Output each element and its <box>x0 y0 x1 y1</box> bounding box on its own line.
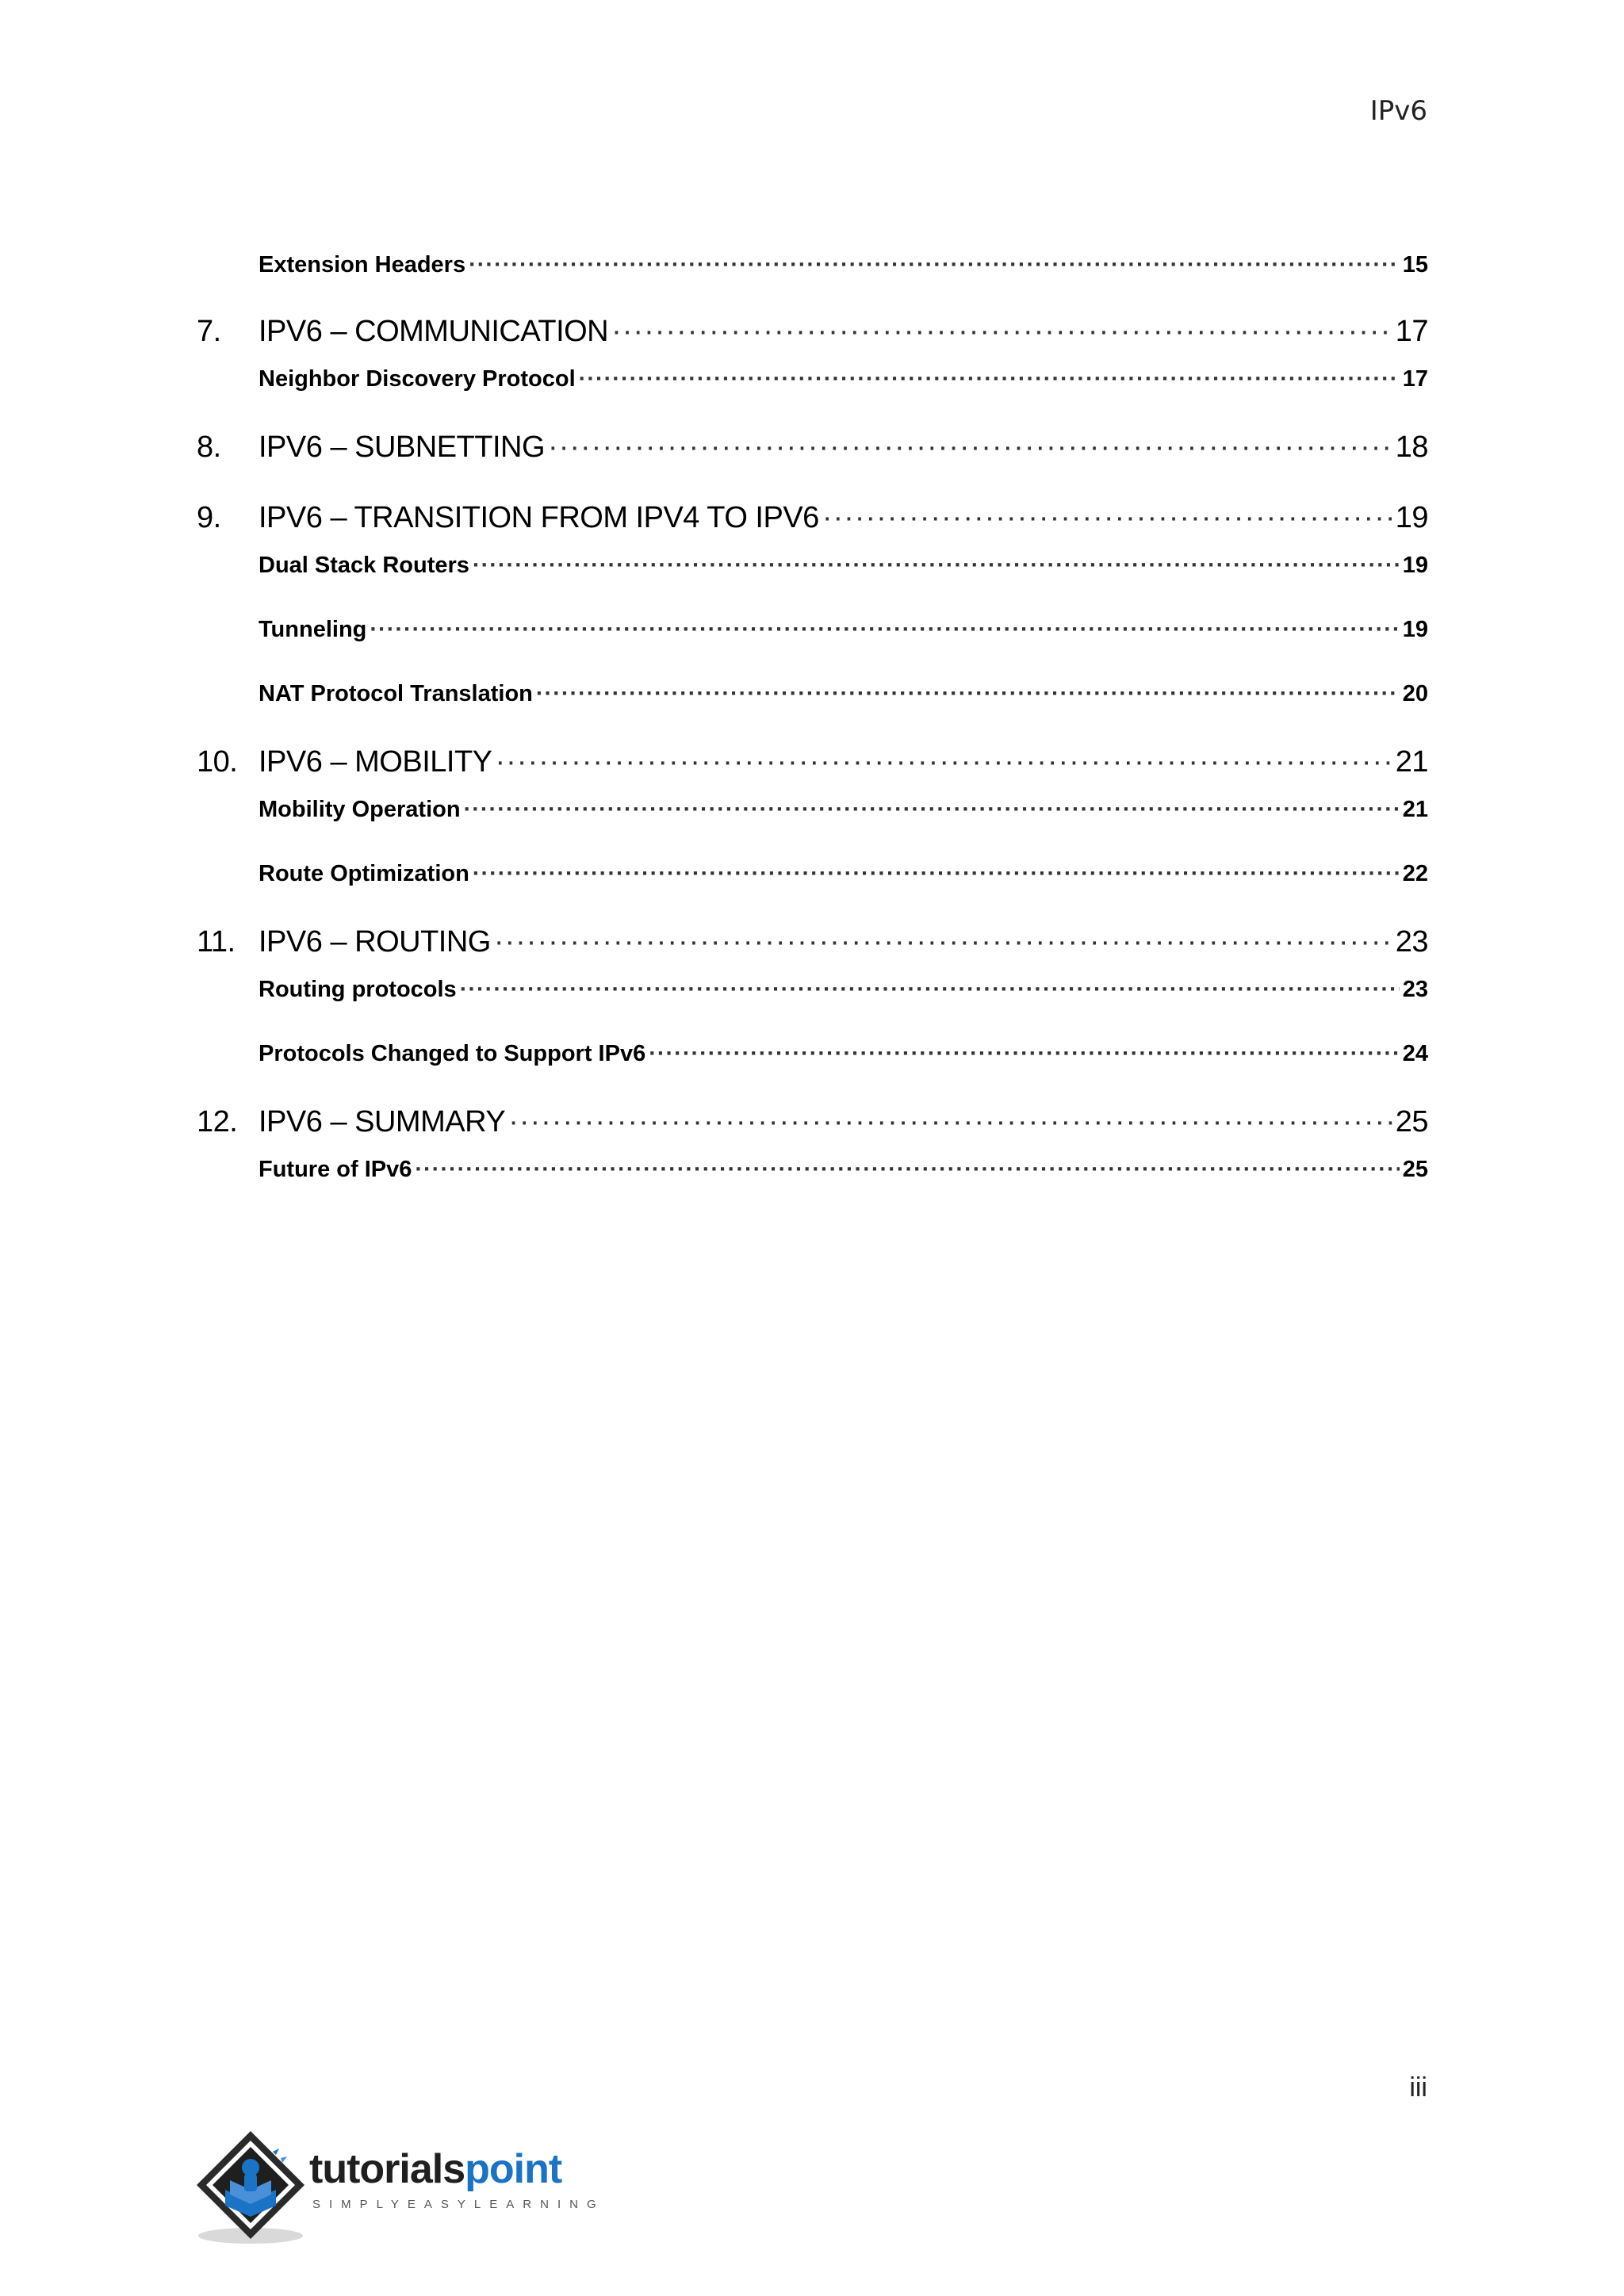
toc-entry-label: Route Optimization <box>259 861 469 886</box>
page-number: iii <box>1409 2072 1427 2103</box>
dot-leader <box>494 925 1392 959</box>
toc-entry-page: 21 <box>1402 797 1428 822</box>
dot-leader <box>464 797 1400 823</box>
dot-leader <box>370 617 1399 643</box>
toc-entry-page: 25 <box>1402 1157 1428 1182</box>
chapter-page: 25 <box>1395 1105 1428 1138</box>
chapter-page: 18 <box>1395 430 1428 464</box>
dot-leader <box>508 1105 1392 1139</box>
toc-chapter[interactable] <box>197 315 1428 349</box>
chapter-title: IPV6 – MOBILITY <box>259 745 492 779</box>
dot-leader <box>649 1041 1400 1067</box>
toc-chapter[interactable] <box>197 1105 1428 1139</box>
toc-entry-page: 22 <box>1402 861 1428 886</box>
dot-leader <box>611 315 1392 349</box>
logo-tagline: SIMPLYEASYLEARNING <box>312 2198 605 2211</box>
chapter-number: 8. <box>197 430 221 464</box>
chapter-page: 21 <box>1395 745 1428 779</box>
toc-chapter[interactable] <box>197 925 1428 959</box>
dot-leader <box>469 252 1400 278</box>
toc-entry-page: 15 <box>1402 252 1428 277</box>
toc-entry[interactable] <box>197 1157 1428 1183</box>
logo-wordmark <box>309 2145 561 2193</box>
toc-entry[interactable] <box>197 1041 1428 1067</box>
toc-entry-label: Routing protocols <box>259 977 457 1002</box>
toc-entry-label: Protocols Changed to Support IPv6 <box>259 1041 646 1066</box>
dot-leader <box>548 430 1392 465</box>
toc-entry-page: 24 <box>1402 1041 1428 1066</box>
chapter-title: IPV6 – TRANSITION FROM IPV4 TO IPV6 <box>259 501 819 534</box>
toc-chapter[interactable] <box>197 501 1428 535</box>
dot-leader <box>415 1157 1399 1183</box>
chapter-number: 7. <box>197 315 221 348</box>
toc-entry[interactable] <box>197 797 1428 823</box>
logo-wordmark-part2: point <box>465 2146 562 2192</box>
toc-entry-label: Dual Stack Routers <box>259 553 469 578</box>
toc-entry[interactable] <box>197 861 1428 887</box>
toc-chapter[interactable] <box>197 745 1428 779</box>
toc-entry[interactable] <box>197 553 1428 579</box>
dot-leader <box>822 501 1392 535</box>
toc-entry-label: Future of IPv6 <box>259 1157 412 1182</box>
toc-entry-label: Tunneling <box>259 617 367 642</box>
toc-entry-page: 20 <box>1402 681 1428 706</box>
toc-entry[interactable] <box>197 252 1428 278</box>
chapter-title: IPV6 – ROUTING <box>259 925 491 959</box>
toc-entry-page: 19 <box>1402 553 1428 578</box>
chapter-number: 9. <box>197 501 221 534</box>
dot-leader <box>460 977 1400 1003</box>
chapter-page: 23 <box>1395 925 1428 959</box>
chapter-page: 17 <box>1395 315 1428 348</box>
chapter-page: 19 <box>1395 501 1428 534</box>
logo-emblem-icon <box>193 2128 312 2247</box>
chapter-title: IPV6 – SUBNETTING <box>259 430 546 464</box>
running-header: IPv6 <box>1369 95 1427 127</box>
chapter-title: IPV6 – SUMMARY <box>259 1105 506 1138</box>
dot-leader <box>473 861 1400 887</box>
chapter-number: 12. <box>197 1105 238 1138</box>
toc-entry-label: Mobility Operation <box>259 797 461 822</box>
dot-leader <box>473 553 1400 579</box>
chapter-number: 10. <box>197 745 238 779</box>
toc-entry[interactable] <box>197 366 1428 392</box>
toc-entry[interactable] <box>197 617 1428 643</box>
toc-entry-page: 17 <box>1402 366 1428 392</box>
toc-entry-label: Neighbor Discovery Protocol <box>259 366 576 392</box>
chapter-title: IPV6 – COMMUNICATION <box>259 315 609 348</box>
dot-leader <box>579 366 1400 392</box>
toc-entry[interactable] <box>197 977 1428 1003</box>
logo-wordmark-part1: tutorials <box>309 2146 465 2192</box>
tutorialspoint-logo <box>193 2128 606 2247</box>
dot-leader <box>496 745 1392 779</box>
toc-chapter[interactable] <box>197 430 1428 465</box>
chapter-number: 11. <box>197 925 236 959</box>
toc-entry-page: 19 <box>1402 617 1428 642</box>
toc-entry-page: 23 <box>1402 977 1428 1002</box>
toc-entry-label: NAT Protocol Translation <box>259 681 533 706</box>
dot-leader <box>536 681 1400 707</box>
table-of-contents <box>197 252 1428 1221</box>
toc-entry[interactable] <box>197 681 1428 707</box>
toc-entry-label: Extension Headers <box>259 252 466 277</box>
